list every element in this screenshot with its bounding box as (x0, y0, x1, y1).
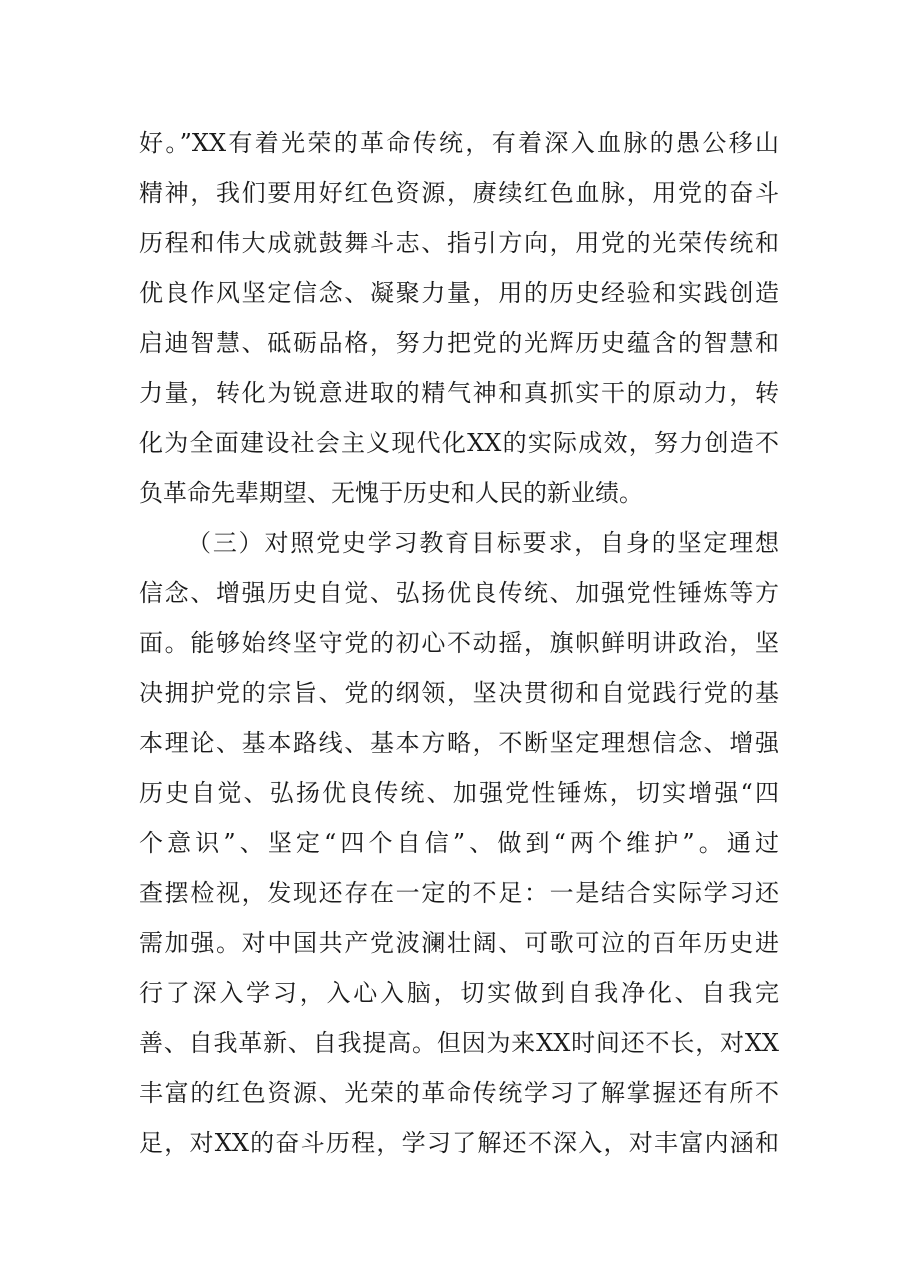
text-line: 个意识”、坚定“四个自信”、做到“两个维护”。通过 (139, 829, 779, 857)
text-line: 决拥护党的宗旨、党的纲领，坚决贯彻和自觉践行党的基 (139, 679, 779, 707)
text-line: 启迪智慧、砥砺品格，努力把党的光辉历史蕴含的智慧和 (139, 329, 779, 357)
text-line: 行了深入学习，入心入脑，切实做到自我净化、自我完 (139, 979, 779, 1007)
text-line: 丰富的红色资源、光荣的革命传统学习了解掌握还有所不 (139, 1079, 779, 1107)
text-line: 足，对XX的奋斗历程，学习了解还不深入，对丰富内涵和 (139, 1129, 779, 1157)
text-line: 本理论、基本路线、基本方略，不断坚定理想信念、增强 (139, 729, 779, 757)
text-line: 好。”XX有着光荣的革命传统，有着深入血脉的愚公移山 (139, 129, 779, 157)
text-line: （三）对照党史学习教育目标要求，自身的坚定理想 (187, 529, 779, 557)
text-line: 需加强。对中国共产党波澜壮阔、可歌可泣的百年历史进 (139, 929, 779, 957)
text-line: 历程和伟大成就鼓舞斗志、指引方向，用党的光荣传统和 (139, 229, 779, 257)
text-line: 精神，我们要用好红色资源，赓续红色血脉，用党的奋斗 (139, 179, 779, 207)
text-line: 力量，转化为锐意进取的精气神和真抓实干的原动力，转 (139, 379, 779, 407)
text-line: 负革命先辈期望、无愧于历史和人民的新业绩。 (139, 479, 643, 507)
text-line: 善、自我革新、自我提高。但因为来XX时间还不长，对XX (139, 1029, 779, 1057)
text-line: 历史自觉、弘扬优良传统、加强党性锤炼，切实增强“四 (139, 779, 779, 807)
text-line: 查摆检视，发现还存在一定的不足：一是结合实际学习还 (139, 879, 779, 907)
text-line: 信念、增强历史自觉、弘扬优良传统、加强党性锤炼等方 (139, 579, 779, 607)
text-line: 面。能够始终坚守党的初心不动摇，旗帜鲜明讲政治，坚 (139, 629, 779, 657)
text-line: 优良作风坚定信念、凝聚力量，用的历史经验和实践创造 (139, 279, 779, 307)
text-line: 化为全面建设社会主义现代化XX的实际成效，努力创造不 (139, 429, 779, 457)
